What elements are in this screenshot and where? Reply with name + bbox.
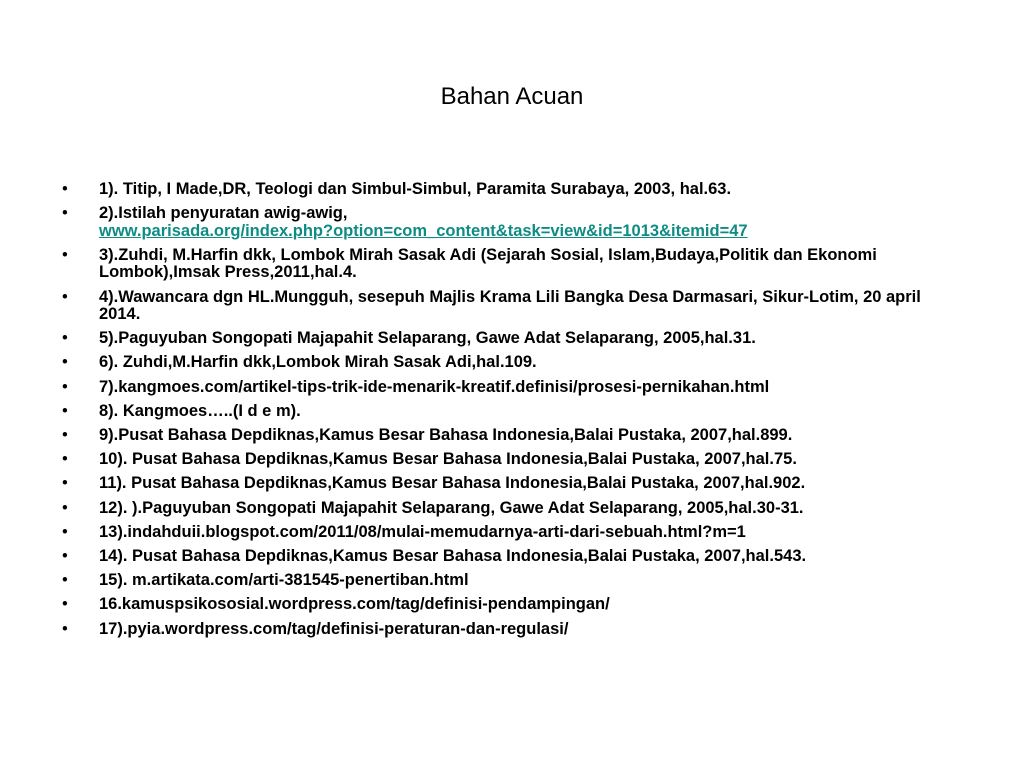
- reference-text: 10). Pusat Bahasa Depdiknas,Kamus Besar Bahasa Indonesia,Balai Pustaka, 2007,hal.75.: [99, 450, 797, 469]
- list-item: [62, 427, 962, 445]
- bullet-icon: •: [62, 245, 68, 264]
- list-item: [62, 572, 962, 590]
- bullet-icon: •: [62, 353, 68, 372]
- reference-text: 2).Istilah penyuratan awig-awig,: [99, 204, 348, 223]
- reference-text: 17).pyia.wordpress.com/tag/definisi-peraturan-dan-regulasi/: [99, 619, 569, 638]
- list-item: [62, 181, 962, 199]
- list-item: [62, 205, 962, 240]
- bullet-icon: •: [62, 426, 68, 444]
- list-item: [62, 330, 962, 348]
- reference-text: 5).Paguyuban Songopati Majapahit Selaparang, Gawe Adat Selaparang, 2005,hal.31.: [99, 329, 756, 348]
- list-item: [62, 451, 962, 469]
- reference-list: [62, 181, 962, 645]
- bullet-icon: •: [62, 401, 68, 420]
- reference-text: 9).Pusat Bahasa Depdiknas,Kamus Besar Bahasa Indonesia,Balai Pustaka, 2007,hal.899.: [99, 426, 793, 444]
- slide-title: Bahan Acuan: [440, 83, 584, 110]
- bullet-icon: •: [62, 522, 68, 541]
- bullet-icon: •: [62, 546, 68, 565]
- reference-link[interactable]: www.parisada.org/index.php?option=com_content&task=view&id=1013&itemid=47: [99, 221, 748, 240]
- list-item: [62, 596, 962, 614]
- reference-text: 12). ).Paguyuban Songopati Majapahit Selaparang, Gawe Adat Selaparang, 2005,hal.30-31.: [99, 498, 804, 517]
- bullet-icon: •: [62, 377, 68, 396]
- bullet-icon: •: [62, 180, 68, 198]
- list-item: [62, 289, 962, 324]
- reference-text: 4).Wawancara dgn HL.Mungguh, sesepuh Majlis Krama Lili Bangka Desa Darmasari, Sikur-Lotim, 20 april 2014.: [99, 287, 921, 324]
- list-item: [62, 621, 962, 639]
- reference-text: 16.kamuspsikososial.wordpress.com/tag/definisi-pendampingan/: [99, 595, 610, 614]
- list-item: [62, 247, 962, 282]
- reference-text: 3).Zuhdi, M.Harfin dkk, Lombok Mirah Sasak Adi (Sejarah Sosial, Islam,Budaya,Politik dan Ekonomi Lombok),Imsak Press,2011,hal.4.: [99, 245, 877, 282]
- bullet-icon: •: [62, 329, 68, 348]
- reference-text: 8). Kangmoes…..(I d e m).: [99, 401, 301, 420]
- bullet-icon: •: [62, 571, 68, 590]
- list-item: [62, 500, 962, 518]
- bullet-icon: •: [62, 450, 68, 469]
- bullet-icon: •: [62, 498, 68, 517]
- list-item: [62, 475, 962, 493]
- list-item: [62, 548, 962, 566]
- list-item: [62, 354, 962, 372]
- reference-text: 6). Zuhdi,M.Harfin dkk,Lombok Mirah Sasak Adi,hal.109.: [99, 353, 537, 372]
- list-item: [62, 403, 962, 421]
- list-item: [62, 524, 962, 542]
- reference-text: 13).indahduii.blogspot.com/2011/08/mulai-memudarnya-arti-dari-sebuah.html?m=1: [99, 522, 746, 541]
- bullet-icon: •: [62, 619, 68, 638]
- list-item: [62, 379, 962, 397]
- reference-text: 7).kangmoes.com/artikel-tips-trik-ide-menarik-kreatif.definisi/prosesi-pernikahan.html: [99, 377, 770, 396]
- bullet-icon: •: [62, 287, 68, 306]
- reference-text: 1). Titip, I Made,DR, Teologi dan Simbul-Simbul, Paramita Surabaya, 2003, hal.63.: [99, 180, 732, 198]
- reference-text: 11). Pusat Bahasa Depdiknas,Kamus Besar Bahasa Indonesia,Balai Pustaka, 2007,hal.902.: [99, 474, 806, 493]
- bullet-icon: •: [62, 204, 68, 223]
- bullet-icon: •: [62, 474, 68, 493]
- reference-text: 15). m.artikata.com/arti-381545-penertiban.html: [99, 571, 469, 590]
- reference-text: 14). Pusat Bahasa Depdiknas,Kamus Besar Bahasa Indonesia,Balai Pustaka, 2007,hal.543.: [99, 546, 807, 565]
- bullet-icon: •: [62, 595, 68, 614]
